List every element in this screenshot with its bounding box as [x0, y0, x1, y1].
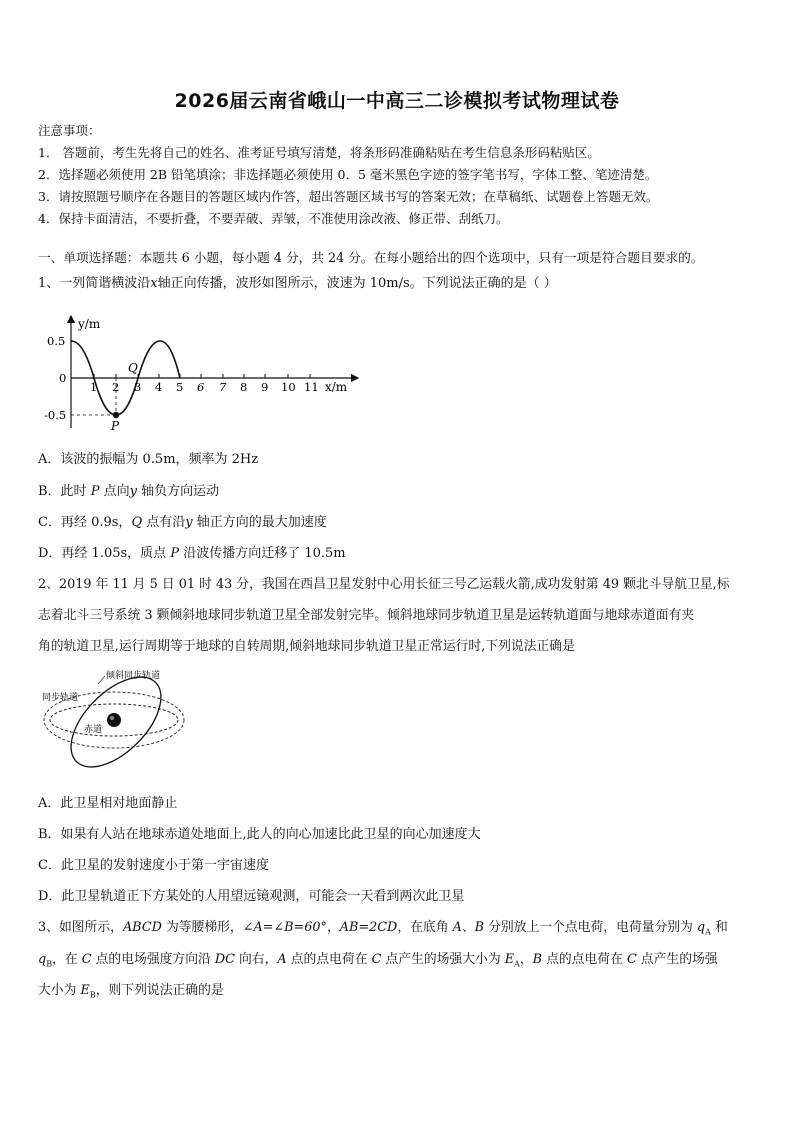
x-tick-label: 4 [155, 380, 163, 394]
notice-item-4: 4．保持卡面清洁，不要折叠，不要弄破、弄皱，不准使用涂改液、修正带、刮纸刀。 [38, 211, 509, 226]
stem-subscript: A [705, 927, 711, 937]
stem-text: 点的电场强度方向沿 [91, 952, 215, 967]
stem-text: 点产生的场强大小为 [381, 952, 505, 967]
q2-option-d: D．此卫星轨道正下方某处的人用望远镜观测，可能会一天看到两次此卫星 [38, 889, 465, 904]
x-tick-label: 8 [240, 380, 248, 394]
stem-text: 点产生的场强 [636, 952, 718, 967]
option-text: 沿波传播方向迁移了 10.5m [183, 546, 346, 561]
question-2-line-3: 角的轨道卫星,运行周期等于地球的自转周期,倾斜地球同步轨道卫星正常运行时,下列说法正确是 [38, 639, 575, 654]
stem-text: 点的点电荷在 [542, 952, 627, 967]
option-text: 轴负方向运动 [141, 484, 220, 499]
stem-var: AB=2CD [339, 920, 398, 935]
orbit-figure [38, 664, 188, 779]
question-3-line-1 [38, 916, 728, 937]
y-axis-label: y/m [78, 317, 101, 331]
x-tick-label: 10 [281, 380, 296, 394]
q1-option-c [38, 511, 327, 530]
question-3-line-3 [38, 979, 224, 1000]
notice-item-2: 2．选择题必须使用 2B 铅笔填涂；非选择题必须使用 0．5 毫米黑色字迹的签字笔书写，字体工整、笔迹清楚。 [38, 167, 658, 182]
option-text: 点有沿 [146, 515, 186, 530]
x-tick-label: 6 [197, 380, 205, 394]
y-tick-label: 0 [59, 371, 67, 385]
stem-text: ，在 [52, 952, 82, 967]
page-title: 2026届云南省峨山一中高三二诊模拟考试物理试卷 [174, 90, 620, 112]
label-equator: 赤道 [84, 725, 103, 735]
y-tick-label: 0.5 [47, 334, 66, 348]
option-text: C．再经 0.9s， [38, 515, 132, 530]
x-tick-label: 7 [219, 380, 227, 394]
notice-heading: 注意事项： [38, 123, 101, 138]
x-tick-label: 5 [176, 380, 184, 394]
stem-text: ， [519, 952, 533, 967]
option-text: D．再经 1.05s，质点 [38, 546, 167, 561]
stem-subscript: B [89, 990, 96, 1000]
x-tick-label: 2 [112, 380, 120, 394]
option-var: Q [131, 515, 143, 530]
x-axis-label: x/m [325, 380, 348, 394]
x-tick-label: 3 [134, 380, 142, 394]
stem-subscript: B [46, 959, 53, 969]
question-2-line-2: 志着北斗三号系统 3 颗倾斜地球同步轨道卫星全部发射完毕。倾斜地球同步轨道卫星是运转轨道面与地球赤道面有夹 [38, 608, 695, 623]
stem-text: 大小为 [38, 983, 81, 998]
point-p [113, 412, 119, 418]
notice-item-1: 1． 答题前，考生先将自己的姓名、准考证号填写清楚，将条形码准确粘贴在考生信息条形码粘贴区。 [38, 145, 600, 160]
option-var: y [129, 484, 137, 499]
label-inclined-orbit: 倾斜同步轨道 [106, 671, 161, 681]
x-tick-label: 11 [304, 380, 319, 394]
stem-text: ，在底角 [397, 920, 453, 935]
stem-text: 向右， [234, 952, 278, 967]
q1-option-d [38, 542, 346, 561]
x-tick-label: 9 [261, 380, 269, 394]
stem-var: C [81, 952, 92, 967]
stem-text: ，则下列说法正确的是 [95, 983, 224, 998]
stem-var: DC [214, 952, 235, 967]
x-ticks [94, 374, 310, 378]
option-var: y [185, 515, 193, 530]
stem-subscript: A [514, 959, 520, 969]
question-3-line-2 [38, 948, 718, 969]
stem-text: 为等腰梯形， [161, 920, 243, 935]
wave-graph [40, 308, 370, 438]
stem-var: ∠A=∠B=60° [242, 920, 327, 935]
label-sync-orbit: 同步轨道 [42, 693, 79, 703]
question-1-stem [38, 272, 557, 291]
notice-item-3: 3．请按照题号顺序在各题目的答题区域内作答，超出答题区域书写的答案无效；在草稿纸、试题卷上答题无效。 [38, 189, 659, 204]
q1-option-b [38, 480, 219, 499]
stem-text: 点的点电荷在 [286, 952, 372, 967]
point-q-label: Q [128, 361, 138, 375]
stem-text: 和 [710, 920, 728, 935]
earth [107, 713, 121, 727]
stem-var: E [80, 983, 90, 998]
stem-text: 分别放上一个点电荷，电荷量分别为 [484, 920, 697, 935]
q2-option-a: A．此卫星相对地面静止 [38, 796, 178, 811]
stem-var: q [38, 952, 47, 967]
stem-var: E [504, 952, 515, 967]
q2-option-c: C．此卫星的发射速度小于第一宇宙速度 [38, 858, 269, 873]
stem-text: 、 [461, 920, 475, 935]
stem-var: A [452, 920, 462, 935]
y-tick-label: -0.5 [44, 408, 67, 422]
stem-var: B [532, 952, 543, 967]
stem-text: 轴正向传播，波形如图所示，波速为 10m/s。下列说法正确的是（ ） [157, 276, 557, 291]
section-heading: 一、单项选择题：本题共 6 小题，每小题 4 分，共 24 分。在每小题给出的四个选项中，只有一项是符合题目要求的。 [38, 250, 704, 265]
q2-option-b: B．如果有人站在地球赤道处地面上,此人的向心加速比此卫星的向心加速度大 [38, 827, 481, 842]
option-var: P [170, 546, 180, 561]
leader-line [98, 676, 105, 684]
stem-var: x [150, 276, 158, 291]
stem-var: C [626, 952, 637, 967]
stem-var: C [371, 952, 382, 967]
stem-text: 3、如图所示， [38, 920, 123, 935]
stem-text: ， [326, 920, 340, 935]
stem-var: A [277, 952, 287, 967]
stem-var: q [696, 920, 706, 935]
stem-var: B [474, 920, 485, 935]
stem-var: ABCD [122, 920, 162, 935]
x-tick-label: 1 [90, 380, 98, 394]
question-2-line-1: 2、2019 年 11 月 5 日 01 时 43 分，我国在西昌卫星发射中心用长征三号乙运载火箭,成功发射第 49 颗北斗导航卫星,标 [38, 577, 730, 592]
q1-option-a: A．该波的振幅为 0.5m，频率为 2Hz [38, 452, 259, 467]
option-var: P [90, 484, 100, 499]
option-text: 轴正方向的最大加速度 [196, 515, 327, 530]
option-text: 点向 [103, 484, 130, 499]
earth-highlight [110, 716, 114, 720]
option-text: B．此时 [38, 484, 87, 499]
stem-text: 1、一列简谐横波沿 [38, 276, 151, 291]
point-p-label: P [111, 419, 120, 433]
